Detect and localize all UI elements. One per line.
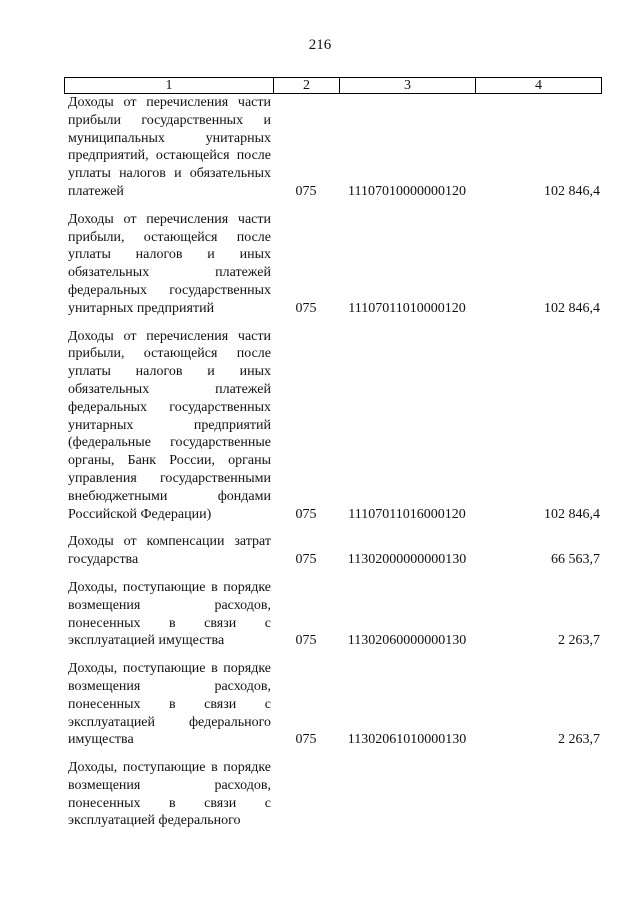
row-admin-code: 075 [295, 183, 317, 199]
row-amount: 102 846,4 [544, 300, 600, 316]
row-amount: 2 263,7 [558, 732, 600, 748]
column-header-2: 2 [274, 78, 340, 93]
column-header-3: 3 [340, 78, 476, 93]
column-header-1: 1 [65, 78, 274, 93]
table-row [64, 533, 602, 569]
table-row [64, 94, 602, 201]
row-description: Доходы от перечисления части прибыли государственных и муниципальных унитарных предприятий, остающейся после уплаты налогов и обязательных платежей [68, 95, 271, 199]
row-budget-code: 11302061010000130 [347, 732, 467, 748]
row-amount: 102 846,4 [544, 506, 600, 522]
table-row [64, 211, 602, 318]
row-budget-code: 11302060000000130 [347, 633, 467, 649]
row-budget-code: 11107011016000120 [348, 506, 466, 522]
row-budget-code: 11302000000000130 [347, 552, 467, 568]
row-description: Доходы, поступающие в порядке возмещения расходов, понесенных в связи с эксплуатацией федерального имущества [68, 661, 271, 748]
row-amount: 66 563,7 [551, 552, 600, 568]
row-admin-code: 075 [295, 552, 317, 568]
row-description: Доходы от перечисления части прибыли, остающейся после уплаты налогов и иных обязательных платежей федеральных государственных унитарных предприятий [68, 211, 271, 316]
row-admin-code: 075 [295, 300, 317, 316]
column-header-4: 4 [535, 78, 542, 93]
page-number: 216 [308, 37, 332, 53]
row-description: Доходы, поступающие в порядке возмещения расходов, понесенных в связи с эксплуатацией имущества [68, 579, 271, 649]
table-body [64, 94, 602, 830]
row-admin-code: 075 [295, 633, 317, 649]
row-amount: 2 263,7 [558, 633, 600, 649]
table-header-row [64, 77, 602, 94]
table-row [64, 759, 602, 830]
table-row [64, 579, 602, 650]
row-budget-code: 11107010000000120 [348, 183, 466, 199]
row-description: Доходы от перечисления части прибыли, остающейся после уплаты налогов и иных обязательных платежей федеральных государственных унитарных предприятий (федеральные государственные органы, Банк России, органы управления государственными внебюджетными фондами Российской Федерации) [68, 328, 271, 522]
table-row [64, 660, 602, 749]
row-admin-code: 075 [295, 732, 317, 748]
row-budget-code: 11107011010000120 [348, 300, 466, 316]
table-row [64, 328, 602, 524]
row-admin-code: 075 [295, 506, 317, 522]
revenue-table [64, 77, 602, 830]
row-description: Доходы, поступающие в порядке возмещения расходов, понесенных в связи с эксплуатацией федерального [68, 760, 271, 829]
row-description: Доходы от компенсации затрат государства [68, 534, 271, 568]
row-amount: 102 846,4 [544, 183, 600, 199]
